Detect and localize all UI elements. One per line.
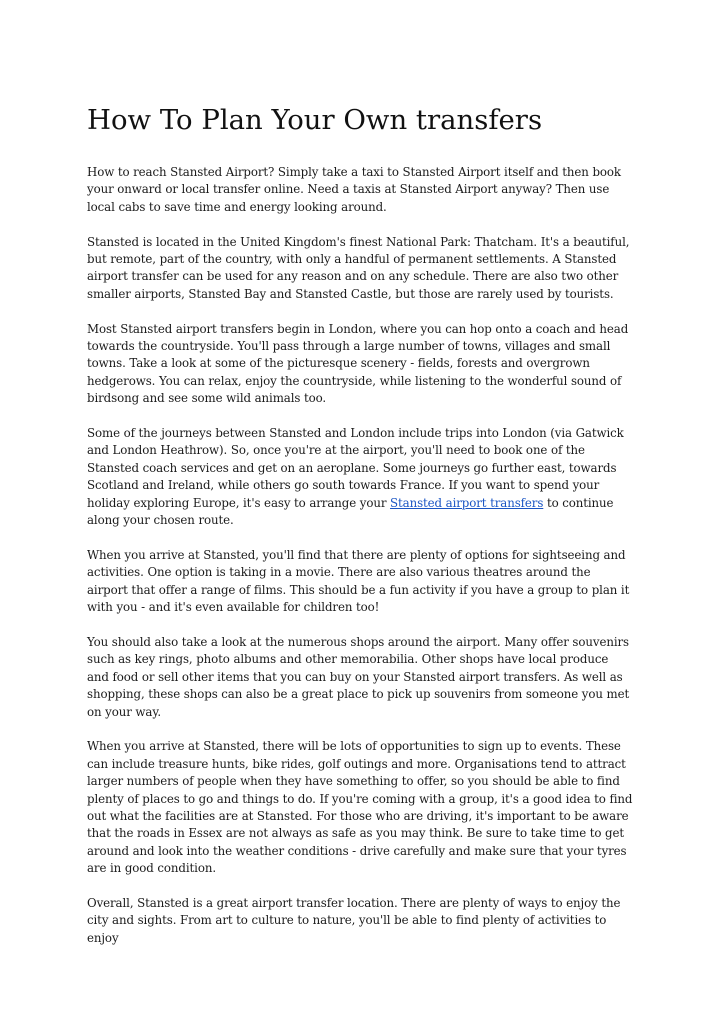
paragraph-1: How to reach Stansted Airport? Simply take a taxi to Stansted Airport itself and then book your onward or local transfer online. Need a taxis at Stansted Airport anyway? Then use local cabs to save time and energy looking around. — [87, 165, 621, 214]
paragraph-7: When you arrive at Stansted, there will be lots of opportunities to sign up to events. These can include treasure hunts, bike rides, golf outings and more. Organisations tend to attract larger numbers of people when they have something to offer, so you should be able to find plenty of places to go and things to do. If you're coming with a group, it's a good idea to find out what the facilities are at Stansted. For those who are driving, it's important to be aware that the roads in Essex are not always as safe as you may think. Be sure to take time to get around and look into the weather conditions - drive carefully and make sure that your tyres are in good condition. — [87, 739, 633, 876]
paragraph-4-text-before: Some of the journeys between Stansted and London include trips into London (via Gatwick and London Heathrow). So, once you're at the airport, you'll need to book one of the Stansted coach services and get on an aeroplane. Some journeys go further east, towards Scotland and Ireland, while others go south towards France. If you want to spend your holiday exploring Europe, it's easy to arrange your — [87, 426, 624, 510]
paragraph-4-text-after: to continue along your chosen route. — [87, 495, 614, 528]
paragraph-8: Overall, Stansted is a great airport transfer location. There are plenty of ways to enjoy the city and sights. From art to culture to nature, you'll be able to find plenty of activities to enjoy — [87, 895, 621, 945]
article-body — [87, 164, 633, 965]
paragraph-6: You should also take a look at the numerous shops around the airport. Many offer souvenirs such as key rings, photo albums and other memorabilia. Other shops have local produce and food or sell other items that you can buy on your Stansted airport transfers. As well as shopping, these shops can also be a great place to pick up souvenirs from someone you met on your way. — [87, 634, 630, 719]
paragraph-5: When you arrive at Stansted, you'll find that there are plenty of options for sightseeing and activities. One option is taking in a movie. There are also various theatres around the airport that offer a range of films. This should be a fun activity if you have a group to plan it with you - and it's even available for children too! — [87, 547, 630, 615]
stansted-airport-transfers-link[interactable]: Stansted airport transfers — [390, 495, 544, 510]
paragraph-2: Stansted is located in the United Kingdom's finest National Park: Thatcham. It's a beautiful, but remote, part of the country, with only a handful of permanent settlements. A Stansted airport transfer can be used for any reason and on any schedule. There are also two other smaller airports, Stansted Bay and Stansted Castle, but those are rarely used by tourists. — [87, 234, 630, 301]
paragraph-3: Most Stansted airport transfers begin in London, where you can hop onto a coach and head towards the countryside. You'll pass through a large number of towns, villages and small towns. Take a look at some of the picturesque scenery - fields, forests and overgrown hedgerows. You can relax, enjoy the countryside, while listening to the wonderful sound of birdsong and see some wild animals too. — [87, 321, 629, 406]
page-title: How To Plan Your Own transfers — [87, 104, 543, 136]
paragraph-4 — [87, 425, 633, 529]
